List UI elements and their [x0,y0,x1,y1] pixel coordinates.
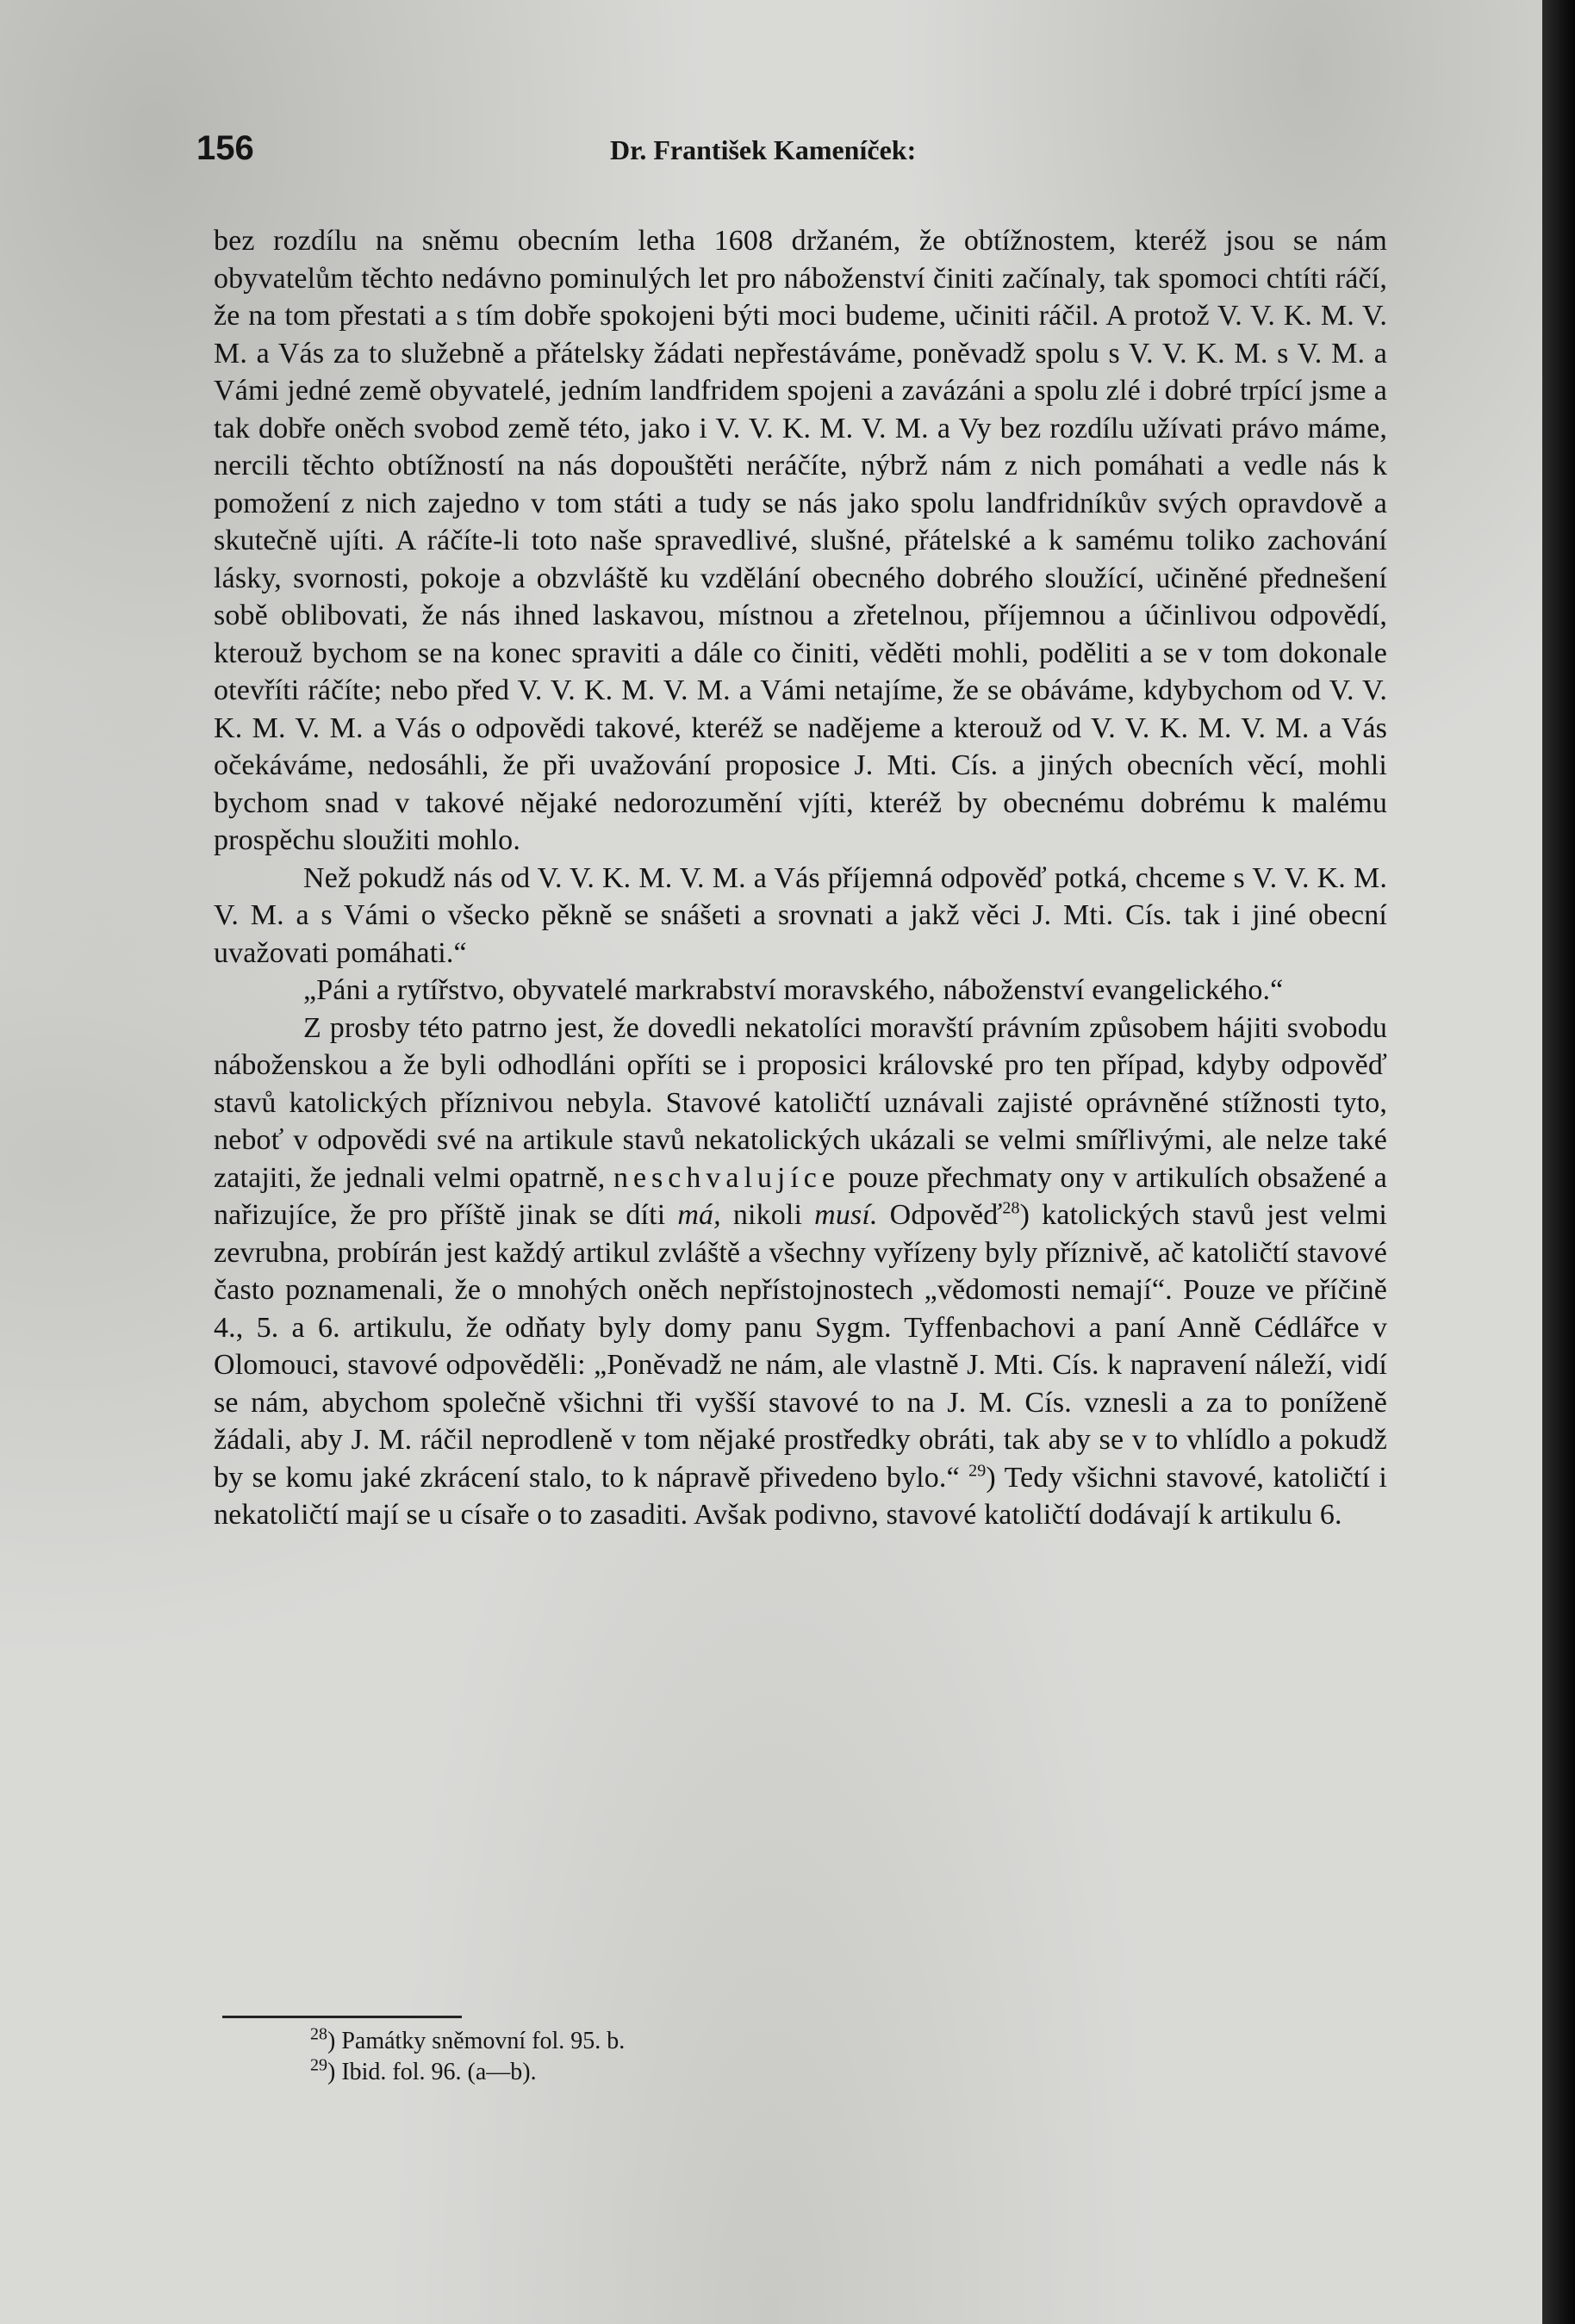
footnote-divider [222,2016,462,2018]
body-text [214,222,1387,1534]
page-header [196,129,1394,181]
footnote-text: ) Památky sněmovní fol. 95. b. [327,2028,626,2054]
paragraph-4-part-f: ) Tedy všichni stavové, katoličtí i nekatoličtí mají se u císaře o to zasaditi. Avšak podivno, stavové katoličtí dodávají k artikulu 6. [214,1461,1387,1531]
paragraph-4-part-e: ) katolických stavů jest velmi zevrubna, probírán jest každý artikul zvláště a všechny vyřízeny byly příznivě, ač katoličtí stavové často poznamenali, že o mnohých oněch nepřístojnostech „vědomosti nemají“. Pouze ve příčině 4., 5. a 6. artikulu, že odňaty byly domy panu Sygm. Tyffenbachovi a paní Anně Cédlářce v Olomouci, stavové odpověděli: „Poněvadž ne nám, ale vlastně J. Mti. Cís. k napravení náleží, vidí se nám, abychom společně všichni tři vyšší stavové to na J. M. Cís. vznesli a za to poníženě žádali, aby J. M. ráčil neprodleně v tom nějaké prostředky obráti, tak aby se v to vhlídlo a pokudž by se komu jaké zkrácení stalo, to k nápravě přivedeno bylo.“ [214,1199,1388,1494]
paragraph-4-part-b: pouze přechmaty ony v artikulích obsažené a nařizujíce, že pro příště jinak se díti [214,1161,1387,1231]
footnote-text: ) Ibid. fol. 96. (a—b). [327,2059,537,2085]
footnote-ref-29: 29 [968,1461,987,1481]
paragraph-4-part-a: Z prosby této patrno jest, že dovedli nekatolíci moravští právním způsobem hájiti svobodu náboženskou a že byli odhodláni opříti se i proposici královské pro ten případ, kdyby odpověď stavů katolických příznivou nebyla. Stavové katoličtí uznávali zajisté oprávněné stížnosti tyto, neboť v odpovědi své na artikule stavů nekatolických ukázali se velmi smířlivými, ale nelze také zatajiti, že jednali velmi opatrně, [214,1011,1387,1194]
footnote-mark: 29 [310,2055,327,2075]
paragraph-2: Než pokudž nás od V. V. K. M. V. M. a Vás příjemná odpověď potká, chceme s V. V. K. M. V. M. a s Vámi o všecko pěkně se snášeti a srovnati a jakž věci J. Mti. Cís. tak i jiné obecní uvažovati pomáhati.“ [214,861,1387,969]
paragraph-4 [214,1010,1387,1534]
paragraph-3: „Páni a rytířstvo, obyvatelé markrabství moravského, náboženství evangelického.“ [303,974,1284,1006]
footnote-mark: 28 [310,2024,327,2044]
paragraph-4-part-c: nikoli [732,1199,803,1231]
italic-word-musi: musí. [814,1199,878,1231]
paragraph-1: bez rozdílu na sněmu obecním letha 1608 držaném, že obtížnostem, kteréž jsou se nám obyvatelům těchto nedávno pominulých let pro náboženství činiti začínaly, tak spomoci chtíti ráčí, že na tom přestati a s tím dobře spokojeni býti moci budeme, učiniti ráčil. A protož V. V. K. M. V. M. a Vás za to služebně a přátelsky žádati nepřestáváme, poněvadž spolu s V. V. K. M. s V. M. a Vámi jedné země obyvatelé, jedním landfridem spojeni a zavázáni a spolu zlé i dobré trpící jsme a tak dobře oněch svobod země této, jako i V. V. K. M. V. M. a Vy bez rozdílu užívati právo máme, nercili těchto obtížností na nás dopouštěti neráčíte, nýbrž nám z nich pomáhati a vedle nás k pomožení z nich zajedno v tom státi a tudy se nás jako spolu landfridníkův svých opravdově a skutečně ujíti. A ráčíte-li toto naše spravedlivé, slušné, přátelské a k samému toliko zachování lásky, svornosti, pokoje a obzvláště ku vzdělání obecného dobrého sloužící, učiněné přednešení sobě oblibovati, že nás ihned laskavou, místnou a zřetelnou, příjemnou a účinlivou odpovědí, kterouž bychom se na konec spraviti a dále co činiti, věděti mohli, poděliti a se v tom dokonale otevříti ráčíte; nebo před V. V. K. M. V. M. a Vámi netajíme, že se obáváme, kdybychom od V. V. K. M. V. M. a Vás o odpovědi takové, kteréž se nadějeme a kterouž od V. V. K. M. V. M. a Vás očekáváme, nedosáhli, že při uvažování proposice J. Mti. Cís. a jiných obecních věcí, mohli bychom snad v takové nějaké nedorozumění vjíti, kteréž by obecnému dobrému k malému prospěchu sloužiti mohlo. [214,225,1387,856]
page-number: 156 [196,129,254,167]
italic-word-ma: má, [677,1199,721,1231]
spaced-word: neschvalujíce [613,1161,840,1194]
footnote-28 [310,2026,625,2057]
scan-edge-shadow [1542,0,1575,2324]
footnote-29 [310,2057,625,2088]
footnotes [310,2026,625,2088]
footnote-ref-28: 28 [1002,1198,1020,1218]
running-head: Dr. František Kameníček: [610,134,917,165]
paragraph-4-part-d: Odpověď [889,1199,1003,1231]
